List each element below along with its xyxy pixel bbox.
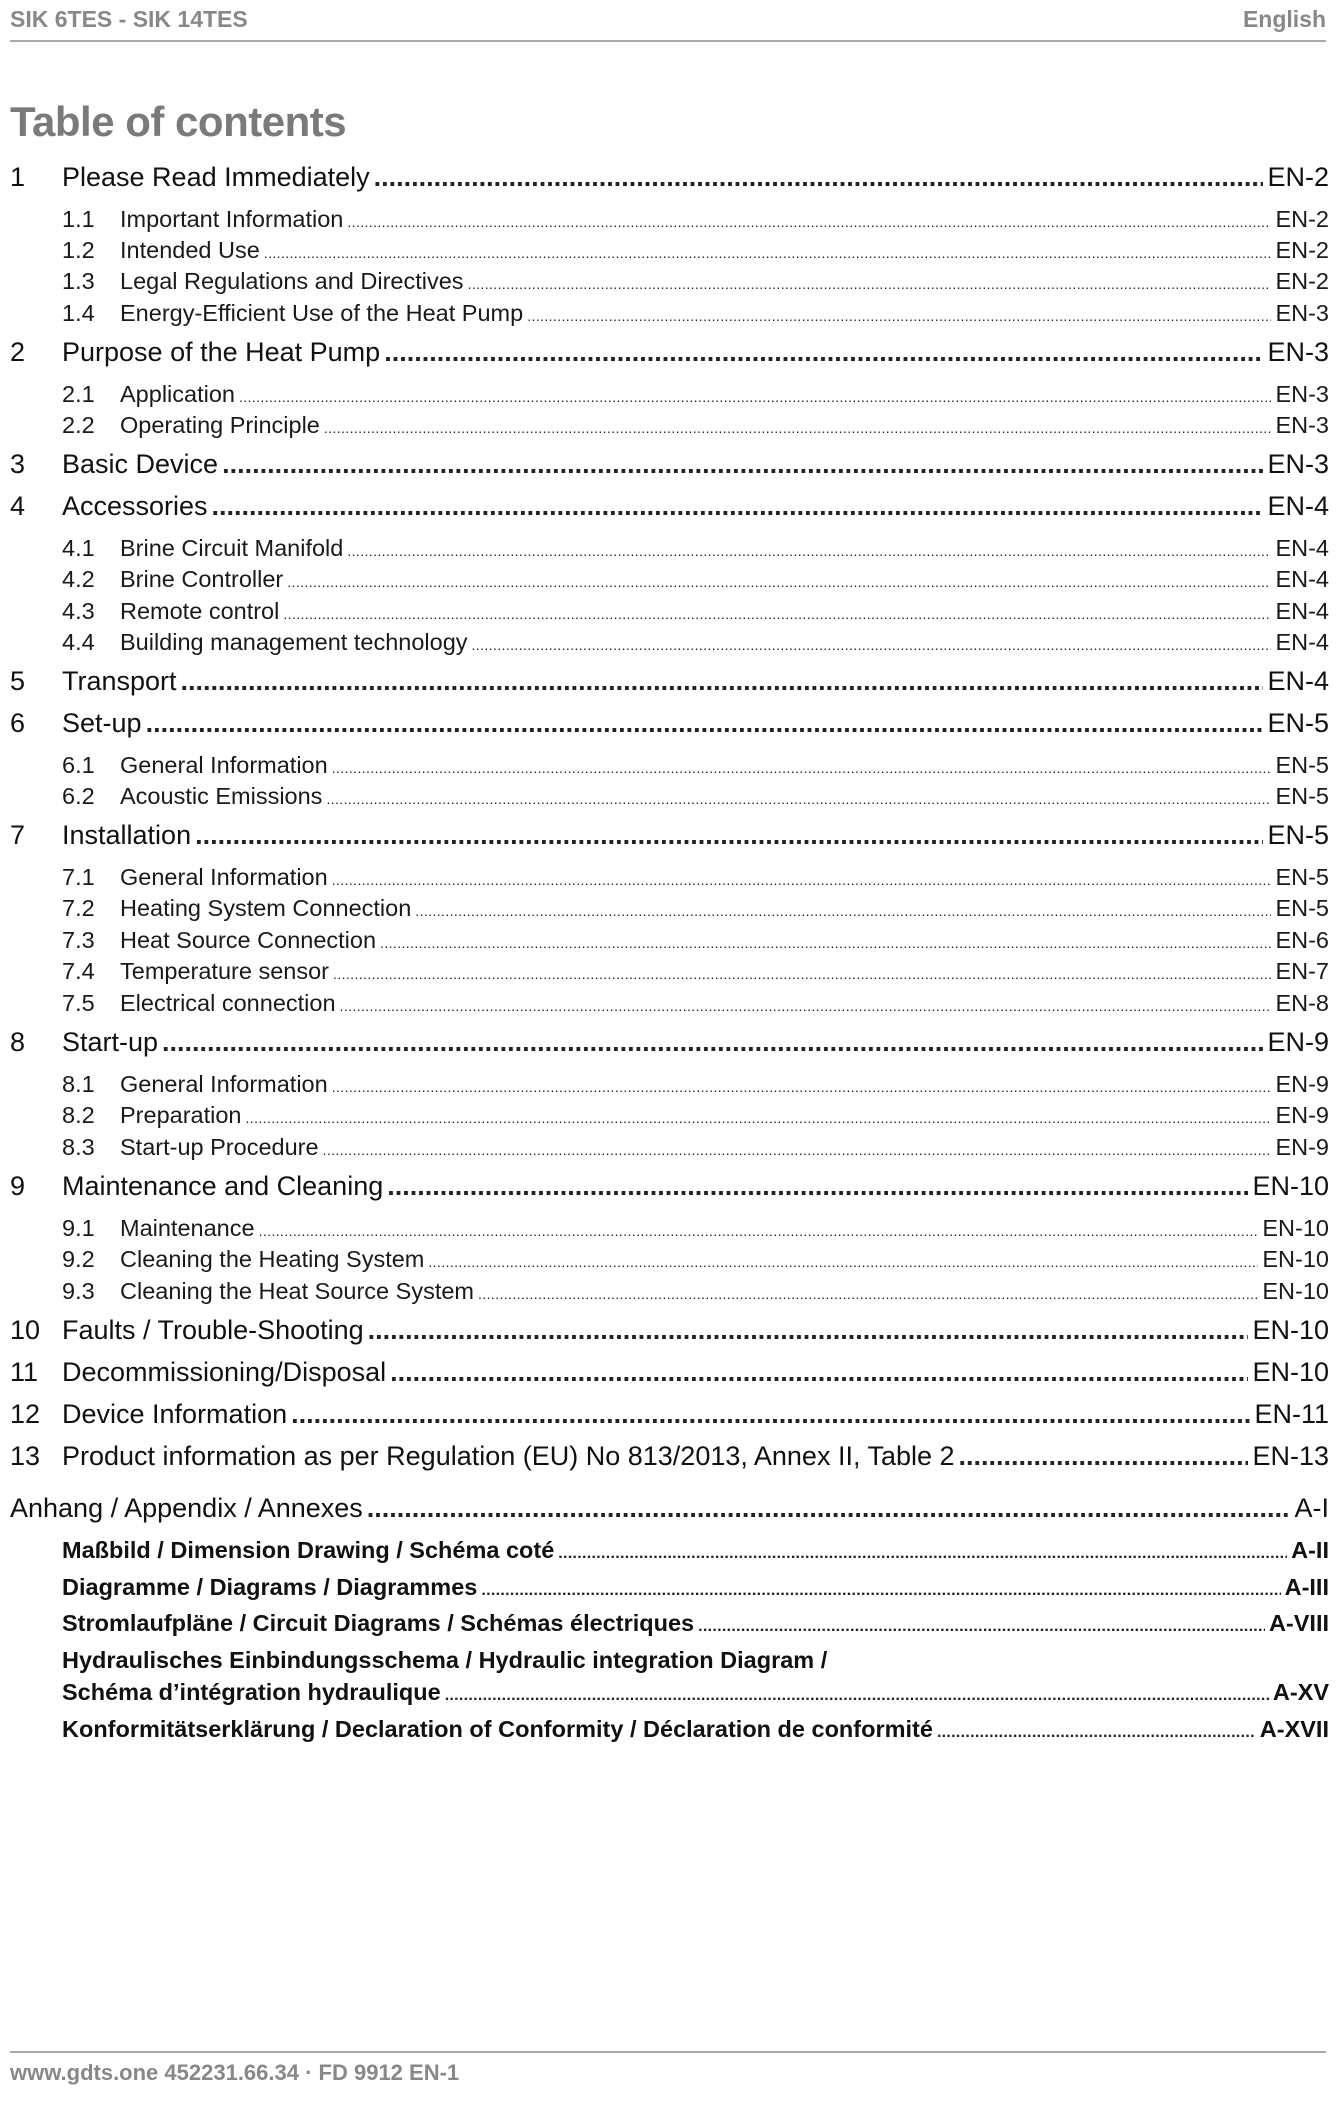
toc-chapter-10[interactable]: 10 Faults / Trouble-Shooting ..... EN-10	[10, 1315, 1329, 1349]
toc-appendix[interactable]: Anhang / Appendix / Annexes ..... A-I	[10, 1493, 1329, 1527]
toc-section-7-3[interactable]: 7.3 Heat Source Connection ..... EN-6	[10, 927, 1329, 957]
footer-divider	[10, 2051, 1326, 2053]
toc-section-7-5[interactable]: 7.5 Electrical connection ..... EN-8	[10, 990, 1329, 1020]
toc-section-4-3[interactable]: 4.3 Remote control ..... EN-4	[10, 598, 1329, 628]
toc-chapter-11[interactable]: 11 Decommissioning/Disposal ..... EN-10	[10, 1357, 1329, 1391]
toc-section-2-2[interactable]: 2.2 Operating Principle ..... EN-3	[10, 412, 1329, 442]
toc-section-8-3[interactable]: 8.3 Start-up Procedure ..... EN-9	[10, 1134, 1329, 1164]
toc-section-1-2[interactable]: 1.2 Intended Use ..... EN-2	[10, 237, 1329, 267]
page-title: Table of contents	[10, 98, 347, 145]
language-label: English	[1242, 6, 1326, 32]
toc-annex-declaration-conformity[interactable]: Konformitätserklärung / Declaration of Conformity / Déclaration de conformité ..... A-XVII	[10, 1716, 1329, 1746]
toc-section-9-2[interactable]: 9.2 Cleaning the Heating System ..... EN-10	[10, 1246, 1329, 1276]
toc-chapter-5[interactable]: 5 Transport ..... EN-4	[10, 666, 1329, 700]
toc-section-8-2[interactable]: 8.2 Preparation ..... EN-9	[10, 1102, 1329, 1132]
page-footer: www.gdts.one 452231.66.34 · FD 9912 EN-1	[10, 2060, 460, 2085]
toc-section-7-4[interactable]: 7.4 Temperature sensor ..... EN-7	[10, 958, 1329, 988]
toc-chapter-9[interactable]: 9 Maintenance and Cleaning ..... EN-10	[10, 1171, 1329, 1205]
toc-section-2-1[interactable]: 2.1 Application ..... EN-3	[10, 381, 1329, 411]
toc-annex-diagrams[interactable]: Diagramme / Diagrams / Diagrammes ..... A-III	[10, 1574, 1329, 1604]
toc-chapter-13[interactable]: 13 Product information as per Regulation (EU) No 813/2013, Annex II, Table 2 ..... EN-13	[10, 1441, 1329, 1475]
toc-section-1-1[interactable]: 1.1 Important Information ..... EN-2	[10, 206, 1329, 236]
toc-section-1-4[interactable]: 1.4 Energy-Efficient Use of the Heat Pump ..... EN-3	[10, 300, 1329, 330]
toc-chapter-12[interactable]: 12 Device Information ..... EN-11	[10, 1399, 1329, 1433]
page-header	[10, 4, 1326, 42]
toc-section-8-1[interactable]: 8.1 General Information ..... EN-9	[10, 1071, 1329, 1101]
toc-section-9-3[interactable]: 9.3 Cleaning the Heat Source System ..... EN-10	[10, 1278, 1329, 1308]
toc-chapter-1[interactable]: 1 Please Read Immediately ..... EN-2	[10, 162, 1329, 196]
model-name: SIK 6TES - SIK 14TES	[10, 6, 248, 32]
toc-section-9-1[interactable]: 9.1 Maintenance ..... EN-10	[10, 1215, 1329, 1245]
toc-chapter-8[interactable]: 8 Start-up ..... EN-9	[10, 1027, 1329, 1061]
toc-chapter-6[interactable]: 6 Set-up ..... EN-5	[10, 708, 1329, 742]
toc-chapter-2[interactable]: 2 Purpose of the Heat Pump ..... EN-3	[10, 337, 1329, 371]
toc-section-7-2[interactable]: 7.2 Heating System Connection ..... EN-5	[10, 895, 1329, 925]
toc-section-7-1[interactable]: 7.1 General Information ..... EN-5	[10, 864, 1329, 894]
toc-section-6-1[interactable]: 6.1 General Information ..... EN-5	[10, 752, 1329, 782]
toc-annex-hydraulic-diagram[interactable]: Schéma d’intégration hydraulique ..... A-XV	[10, 1679, 1329, 1709]
toc-chapter-3[interactable]: 3 Basic Device ..... EN-3	[10, 449, 1329, 483]
toc-section-6-2[interactable]: 6.2 Acoustic Emissions ..... EN-5	[10, 783, 1329, 813]
toc-annex-hydraulic-line1[interactable]: Hydraulisches Einbindungsschema / Hydraulic integration Diagram /	[62, 1647, 828, 1673]
toc-section-4-4[interactable]: 4.4 Building management technology ..... EN-4	[10, 629, 1329, 659]
toc-section-1-3[interactable]: 1.3 Legal Regulations and Directives ..... EN-2	[10, 268, 1329, 298]
toc-section-4-1[interactable]: 4.1 Brine Circuit Manifold ..... EN-4	[10, 535, 1329, 565]
toc-annex-dimension-drawing[interactable]: Maßbild / Dimension Drawing / Schéma coté ..... A-II	[10, 1537, 1329, 1567]
toc-chapter-4[interactable]: 4 Accessories ..... EN-4	[10, 491, 1329, 525]
toc-annex-circuit-diagrams[interactable]: Stromlaufpläne / Circuit Diagrams / Schémas électriques ..... A-VIII	[10, 1610, 1329, 1640]
toc-section-4-2[interactable]: 4.2 Brine Controller ..... EN-4	[10, 566, 1329, 596]
toc-chapter-7[interactable]: 7 Installation ..... EN-5	[10, 820, 1329, 854]
